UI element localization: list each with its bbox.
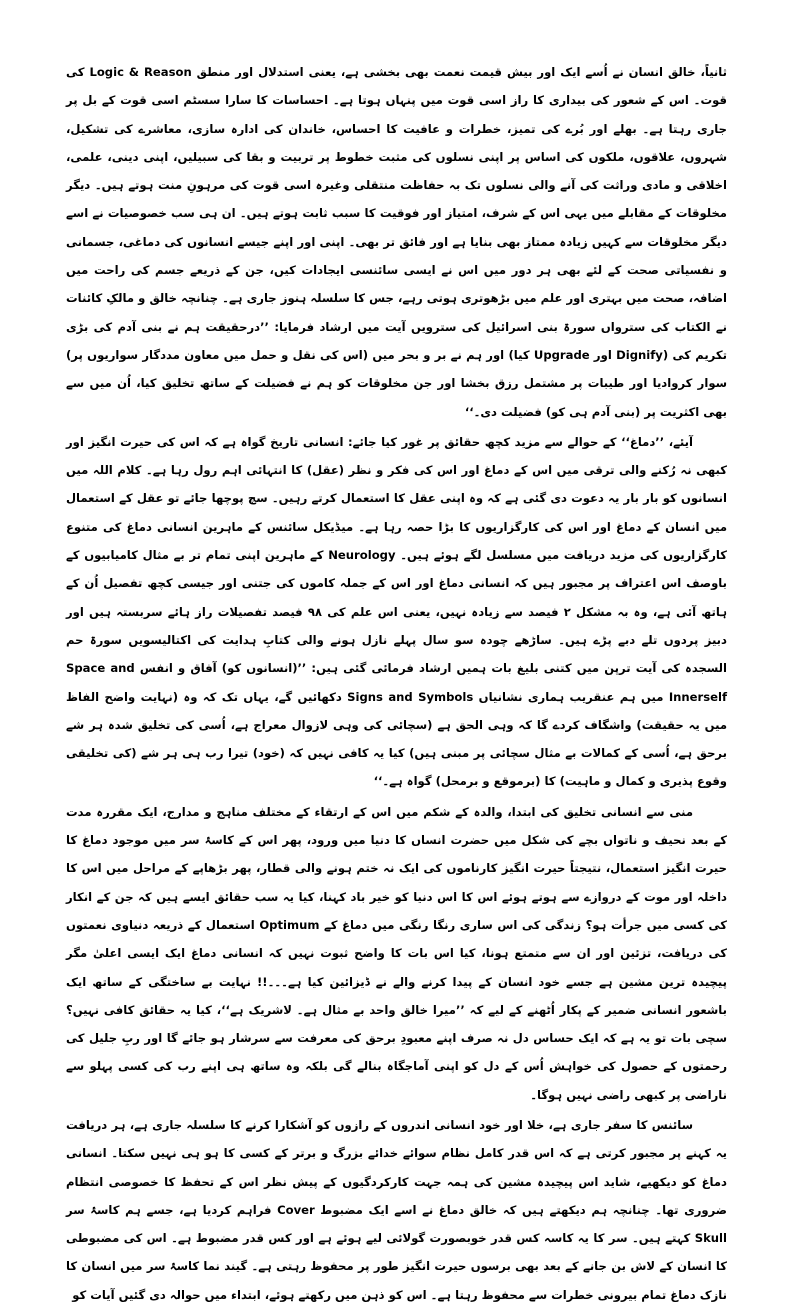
paragraph-3: منی سے انسانی تخلیق کی ابتدا، والدہ کے شکم میں اس کے ارتقاء کے مختلف مناہج و مدارج، ایک مقررہ مدت کے بعد نحیف و ناتواں بچے کی شکل میں حضرت انساں کا دنیا میں ورود، پھر اس کے کاسۂ سر میں موجود دماغ کا حیرت انگیز استعمال، نتیجتاً حیرت انگیز کارناموں کی ایک نہ ختم ہونے والی قطار، پھر بڑھاپے کے مراحل میں اس کا داخلہ اور موت کے دروازے سے ہوتے ہوئے اس کا اس دنیا کو خیر باد کہنا، کیا یہ سب حقائق ایسے ہیں کہ جن کے انکار کی کسی میں جرأت ہو؟ زندگی کی اس ساری رنگا رنگی میں دماغ کے Optimum استعمال کے ذریعہ دنیاوی نعمتوں کی دریافت، تزئین اور ان سے متمتع ہونا، کیا اس بات کا واضح ثبوت نہیں کہ انسانی دماغ ایک ایسی اعلیٰ مگر پیچیدہ ترین مشین ہے جسے خود انسان کے پیدا کرنے والے نے ڈیزائین کیا ہے۔۔۔!! نہایت بے ساختگی کے ساتھ ایک باشعور انسانی ضمیر کے پکار اُٹھنے کے لیے کہ ’’میرا خالق واحد بے مثال ہے۔ لاشریک ہے‘‘، کیا یہ حقائق کافی نہیں؟ سچی بات تو یہ ہے کہ ایک حساس دل نہ صرف اپنے معبودِ برحق کی معرفت سے سرشار ہو جائے گا اور ربِ جلیل کی رحمتوں کے حصول کی خواہش اُس کے دل کو اپنی آماجگاہ بنالے گی بلکہ وہ ساتھ ہی اپنے رب کی کسی پہلو سے ناراضی پر کبھی راضی نہیں ہوگا۔ — [66, 804, 727, 1102]
paragraph-2: آیئے، ’’دماغ‘‘ کے حوالے سے مزید کچھ حقائق پر غور کیا جائے: انسانی تاریخ گواہ ہے کہ اس کی حیرت انگیز اور کبھی نہ رُکنے والی ترقی میں اس کے دماغ اور اس کی فکر و نظر (عقل) کا انتہائی اہم رول رہا ہے۔ کلام اللہ میں انسانوں کو بار بار یہ دعوت دی گئی ہے کہ وہ اپنی عقل کا استعمال کرتے رہیں۔ سچ پوچھا جائے تو عقل کے استعمال میں انسان کے دماغ اور اس کی کارگزاریوں کا بڑا حصہ رہا ہے۔ میڈیکل سائنس کے ماہرین انسانی دماغ کی متنوع کارگزاریوں کی مزید دریافت میں مسلسل لگے ہوئے ہیں۔ Neurology کے ماہرین اپنی تمام تر بے مثال کامیابیوں کے باوصف اس اعتراف پر مجبور ہیں کہ انسانی دماغ اور اس کے جملہ کاموں کی جتنی اور جیسی کچھ تفصیل اُن کے ہاتھ آئی ہے، وہ بہ مشکل ۲ فیصد سے زیادہ نہیں، یعنی اس علم کی ۹۸ فیصد تفصیلات راز ہائے سربستہ ہیں اور دبیز پردوں تلے دبے پڑے ہیں۔ ساڑھے چودہ سو سال پہلے نازل ہونے والی کتابِ ہدایت کی اکتالیسویں سورۃ حم السجدہ کی آیت ترپن میں کتنی بلیغ بات ہمیں ارشاد فرمائی گئی ہیں: ’’(انسانوں کو) آفاق و انفس Space and Innerself میں ہم عنقریب ہماری نشانیاں Signs and Symbols دکھائیں گے، یہاں تک کہ وہ (نہایت واضح الفاظ میں یہ حقیقت) واشگاف کردے گا کہ وہی الحق ہے (سچائی کی وہی لازوال معراج ہے، اُسی کی تخلیق شدہ ہر شے برحق ہے، اُسی کے کمالات بے مثال سچائی پر مبنی ہیں) کیا یہ کافی نہیں کہ (خود) تیرا رب ہی ہر شے (کی تخلیقی وقوع پذیری و کمال و ماہیت) کا (برموقع و برمحل) گواہ ہے۔‘‘ — [66, 434, 727, 789]
paragraph-1: ثانیاً، خالق انسان نے اُسے ایک اور بیش قیمت نعمت بھی بخشی ہے، یعنی استدلال اور منطق Logic & Reason کی قوت۔ اس کے شعور کی بیداری کا راز اسی قوت میں پنہاں ہوتا ہے۔ احساسات کا سارا سسٹم اسی قوت کے بل پر جاری رہتا ہے۔ بھلے اور بُرے کی تمیز، خطرات و عافیت کا احساس، خاندان کی ادارہ سازی، معاشرے کی تشکیل، شہروں، علاقوں، ملکوں کی اساس پر اپنی نسلوں کی مثبت خطوط پر تربیت و بقا کی سبیلیں، اپنی دینی، علمی، اخلاقی و مادی وراثت کی آنے والی نسلوں تک بہ حفاظت منتقلی وغیرہ اسی قوت کی مرہونِ منت ہوتے ہیں۔ دیگر مخلوقات کے مقابلے میں یہی اس کے شرف، امتیاز اور فوقیت کا سبب ثابت ہوتے ہیں۔ ان ہی سب خصوصیات نے اسے دیگر مخلوقات سے کہیں زیادہ ممتاز بھی بنایا ہے اور فائق تر بھی۔ اپنی اور اپنے جیسے انسانوں کی دماغی، جسمانی و نفسیاتی صحت کے لئے بھی ہر دور میں اس نے ایسی سائنسی ایجادات کیں، جن کے ذریعے جسم کی راحت میں اضافہ، صحت میں بہتری اور علم میں بڑھوتری ہوتی رہے، جس کا سلسلہ ہنوز جاری ہے۔ چنانچہ خالق و مالکِ کائنات نے الکتاب کی سترواں سورۃ بنی اسرائیل کی سترویں آیت میں ارشاد فرمایا: ’’درحقیقت ہم نے بنی آدم کی بڑی تکریم کی (Dignify اور Upgrade کیا) اور ہم نے بر و بحر میں (اس کی نقل و حمل میں معاون مددگار سواریوں پر) سوار کروادیا اور طیبات پر مشتمل رزق بخشا اور جن مخلوقات کو ہم نے فضیلت کے ساتھ تخلیق کیا، اُن میں سے بھی اکثریت پر (بنی آدم ہی کو) فضیلت دی۔‘‘ — [66, 65, 727, 419]
paragraph-4: سائنس کا سفر جاری ہے، خلا اور خود انسانی اندروں کے رازوں کو آشکارا کرنے کا سلسلہ جاری ہے، ہر دریافت یہ کہنے پر مجبور کرتی ہے کہ اس قدر کامل نظام سوائے خدائے بزرگ و برتر کے کسی کا ہو ہی نہیں سکتا۔ انسانی دماغ کو دیکھیے، شاید اس پیچیدہ مشین کی ہمہ جہت کارکردگیوں کے پیش نظر اس کے تحفظ کا خصوصی انتظام ضروری تھا۔ چنانچہ ہم دیکھتے ہیں کہ خالق دماغ نے اسے ایک مضبوط Cover فراہم کردیا ہے، جسے ہم کاسۂ سر Skull کہتے ہیں۔ سر کا یہ کاسہ کس قدر خوبصورت گولائی لیے ہوئے ہے اور کس قدر مضبوط ہے۔ اس کی مضبوطی کا انسان کے لاش بن جانے کے بعد بھی برسوں حیرت انگیز طور پر محفوظ رہتی ہے۔ گیند نما کاسۂ سر میں انسان کا نازک دماغ تمام بیرونی خطرات سے محفوظ رہتا ہے۔ اس کو ذہن میں رکھتے ہوئے، ابتداء میں حوالہ دی گئیں آیات کو — [66, 1117, 727, 1302]
